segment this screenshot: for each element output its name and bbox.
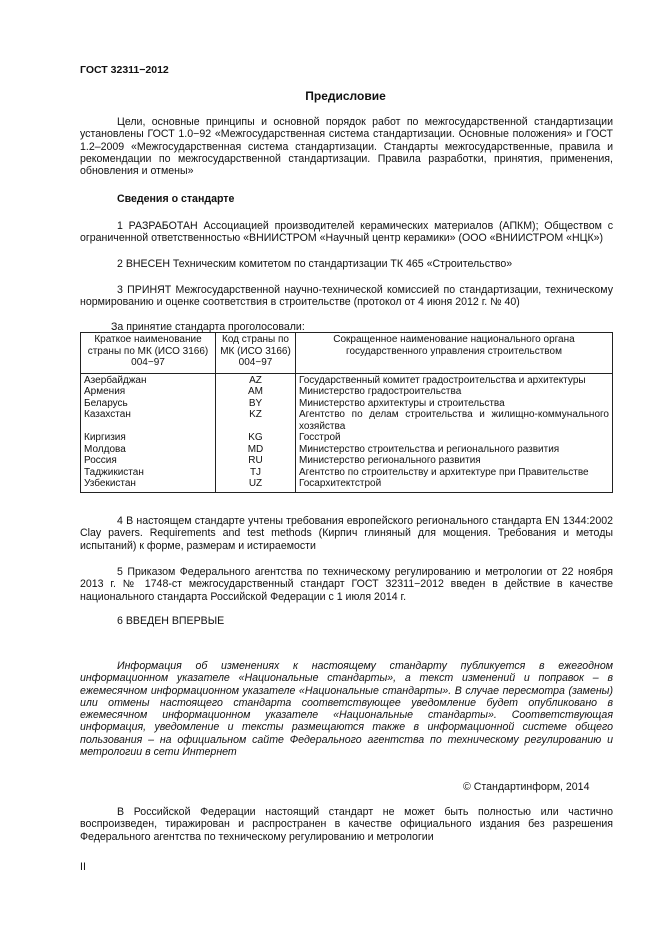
item-adopted: 3 ПРИНЯТ Межгосударственной научно-технической комиссией по стандартизации, техническому нормированию и оценке соответствия в строительстве (протокол от 4 июня 2012 г. № 40) — [80, 284, 613, 309]
cell-code: RU — [216, 455, 296, 467]
changes-notice: Информация об изменениях к настоящему стандарту публикуется в ежегодном информационном указателе «Национальные стандарты», а текст изменений и поправок – в ежемесячном информационном указателе «Национальные стандарты». В случае пересмотра (замены) или отмены настоящего стандарта соответствующее уведомление будет опубликовано в ежемесячном информационном указателе «Национальные стандарты». Соответствующая информация, уведомление и тексты размещаются также в информационной системе общего пользования – на официальном сайте Федерального агентства по техническому регулированию и метрологии в сети Интернет — [80, 660, 613, 759]
votes-table — [80, 332, 613, 493]
table-row — [81, 467, 613, 479]
cell-agency: Государственный комитет градостроительства и архитектуры — [296, 373, 613, 386]
cell-agency: Госархитектстрой — [296, 478, 613, 492]
cell-code: AM — [216, 386, 296, 398]
cell-agency: Агентство по строительству и архитектуре при Правительстве — [296, 467, 613, 479]
copyright: © Стандартинформ, 2014 — [463, 781, 590, 793]
table-row — [81, 444, 613, 456]
cell-agency: Министерство регионального развития — [296, 455, 613, 467]
votes-caption: За принятие стандарта проголосовали: — [111, 321, 305, 333]
cell-agency: Министерство градостроительства — [296, 386, 613, 398]
item-introduced: 2 ВНЕСЕН Техническим комитетом по стандартизации ТК 465 «Строительство» — [117, 258, 513, 270]
table-row — [81, 386, 613, 398]
cell-code: AZ — [216, 373, 296, 386]
page-title: Предисловие — [305, 89, 386, 103]
table-header-row — [81, 333, 613, 374]
cell-code: TJ — [216, 467, 296, 479]
table-row — [81, 455, 613, 467]
cell-country: Киргизия — [81, 432, 216, 444]
cell-country: Азербайджан — [81, 373, 216, 386]
cell-agency: Министерство архитектуры и строительства — [296, 398, 613, 410]
table-row — [81, 432, 613, 444]
item-first-introduced: 6 ВВЕДЕН ВПЕРВЫЕ — [117, 615, 225, 627]
table-row — [81, 398, 613, 410]
cell-country: Таджикистан — [81, 467, 216, 479]
restriction-paragraph: В Российской Федерации настоящий стандарт не может быть полностью или частично воспроизведен, тиражирован и распространен в качестве официального издания без разрешения Федерального агентства по техническому регулированию и метрологии — [80, 806, 613, 843]
cell-country: Беларусь — [81, 398, 216, 410]
cell-code: KZ — [216, 409, 296, 432]
item-order: 5 Приказом Федерального агентства по техническому регулированию и метрологии от 22 ноября 2013 г. № 1748-ст межгосударственный стандарт ГОСТ 32311−2012 введен в действие в качестве национального стандарта Российской Федерации с 1 июля 2014 г. — [80, 566, 613, 603]
intro-paragraph: Цели, основные принципы и основной порядок работ по межгосударственной стандартизации установлены ГОСТ 1.0−92 «Межгосударственная система стандартизации. Основные положения» и ГОСТ 1.2–2009 «Межгосударственная система стандартизации. Стандарты межгосударственные, правила и рекомендации по межгосударственной стандартизации. Правила разработки, принятия, применения, обновления и отмены» — [80, 116, 613, 178]
table-row — [81, 478, 613, 492]
item-developed: 1 РАЗРАБОТАН Ассоциацией производителей керамических материалов (АПКМ); Обществом с ограниченной ответственностью «ВНИИСТРОМ «Научный центр керамики» (ООО «ВНИИСТРОМ «НЦК») — [80, 220, 613, 245]
cell-code: BY — [216, 398, 296, 410]
cell-agency: Министерство строительства и регионального развития — [296, 444, 613, 456]
info-heading: Сведения о стандарте — [117, 193, 235, 205]
cell-agency: Госстрой — [296, 432, 613, 444]
cell-code: UZ — [216, 478, 296, 492]
col-header-country: Краткое наименование страны по МК (ИСО 3166) 004−97 — [81, 333, 216, 374]
col-header-code: Код страны по МК (ИСО 3166) 004−97 — [216, 333, 296, 374]
cell-agency: Агентство по делам строительства и жилищно-коммунального хозяйства — [296, 409, 613, 432]
cell-code: MD — [216, 444, 296, 456]
page-number: II — [80, 861, 86, 873]
cell-country: Россия — [81, 455, 216, 467]
cell-country: Молдова — [81, 444, 216, 456]
document-id: ГОСТ 32311−2012 — [80, 64, 169, 76]
col-header-agency: Сокращенное наименование национального органа государственного управления строительством — [296, 333, 613, 374]
cell-code: KG — [216, 432, 296, 444]
item-european-standard: 4 В настоящем стандарте учтены требования европейского регионального стандарта EN 1344:2002 Clay pavers. Requirements and test methods (Кирпич глиняный для мощения. Требования и методы испытаний) к форме, размерам и истираемости — [80, 515, 613, 552]
cell-country: Казахстан — [81, 409, 216, 432]
table-row — [81, 409, 613, 432]
cell-country: Армения — [81, 386, 216, 398]
table-row — [81, 373, 613, 386]
cell-country: Узбекистан — [81, 478, 216, 492]
